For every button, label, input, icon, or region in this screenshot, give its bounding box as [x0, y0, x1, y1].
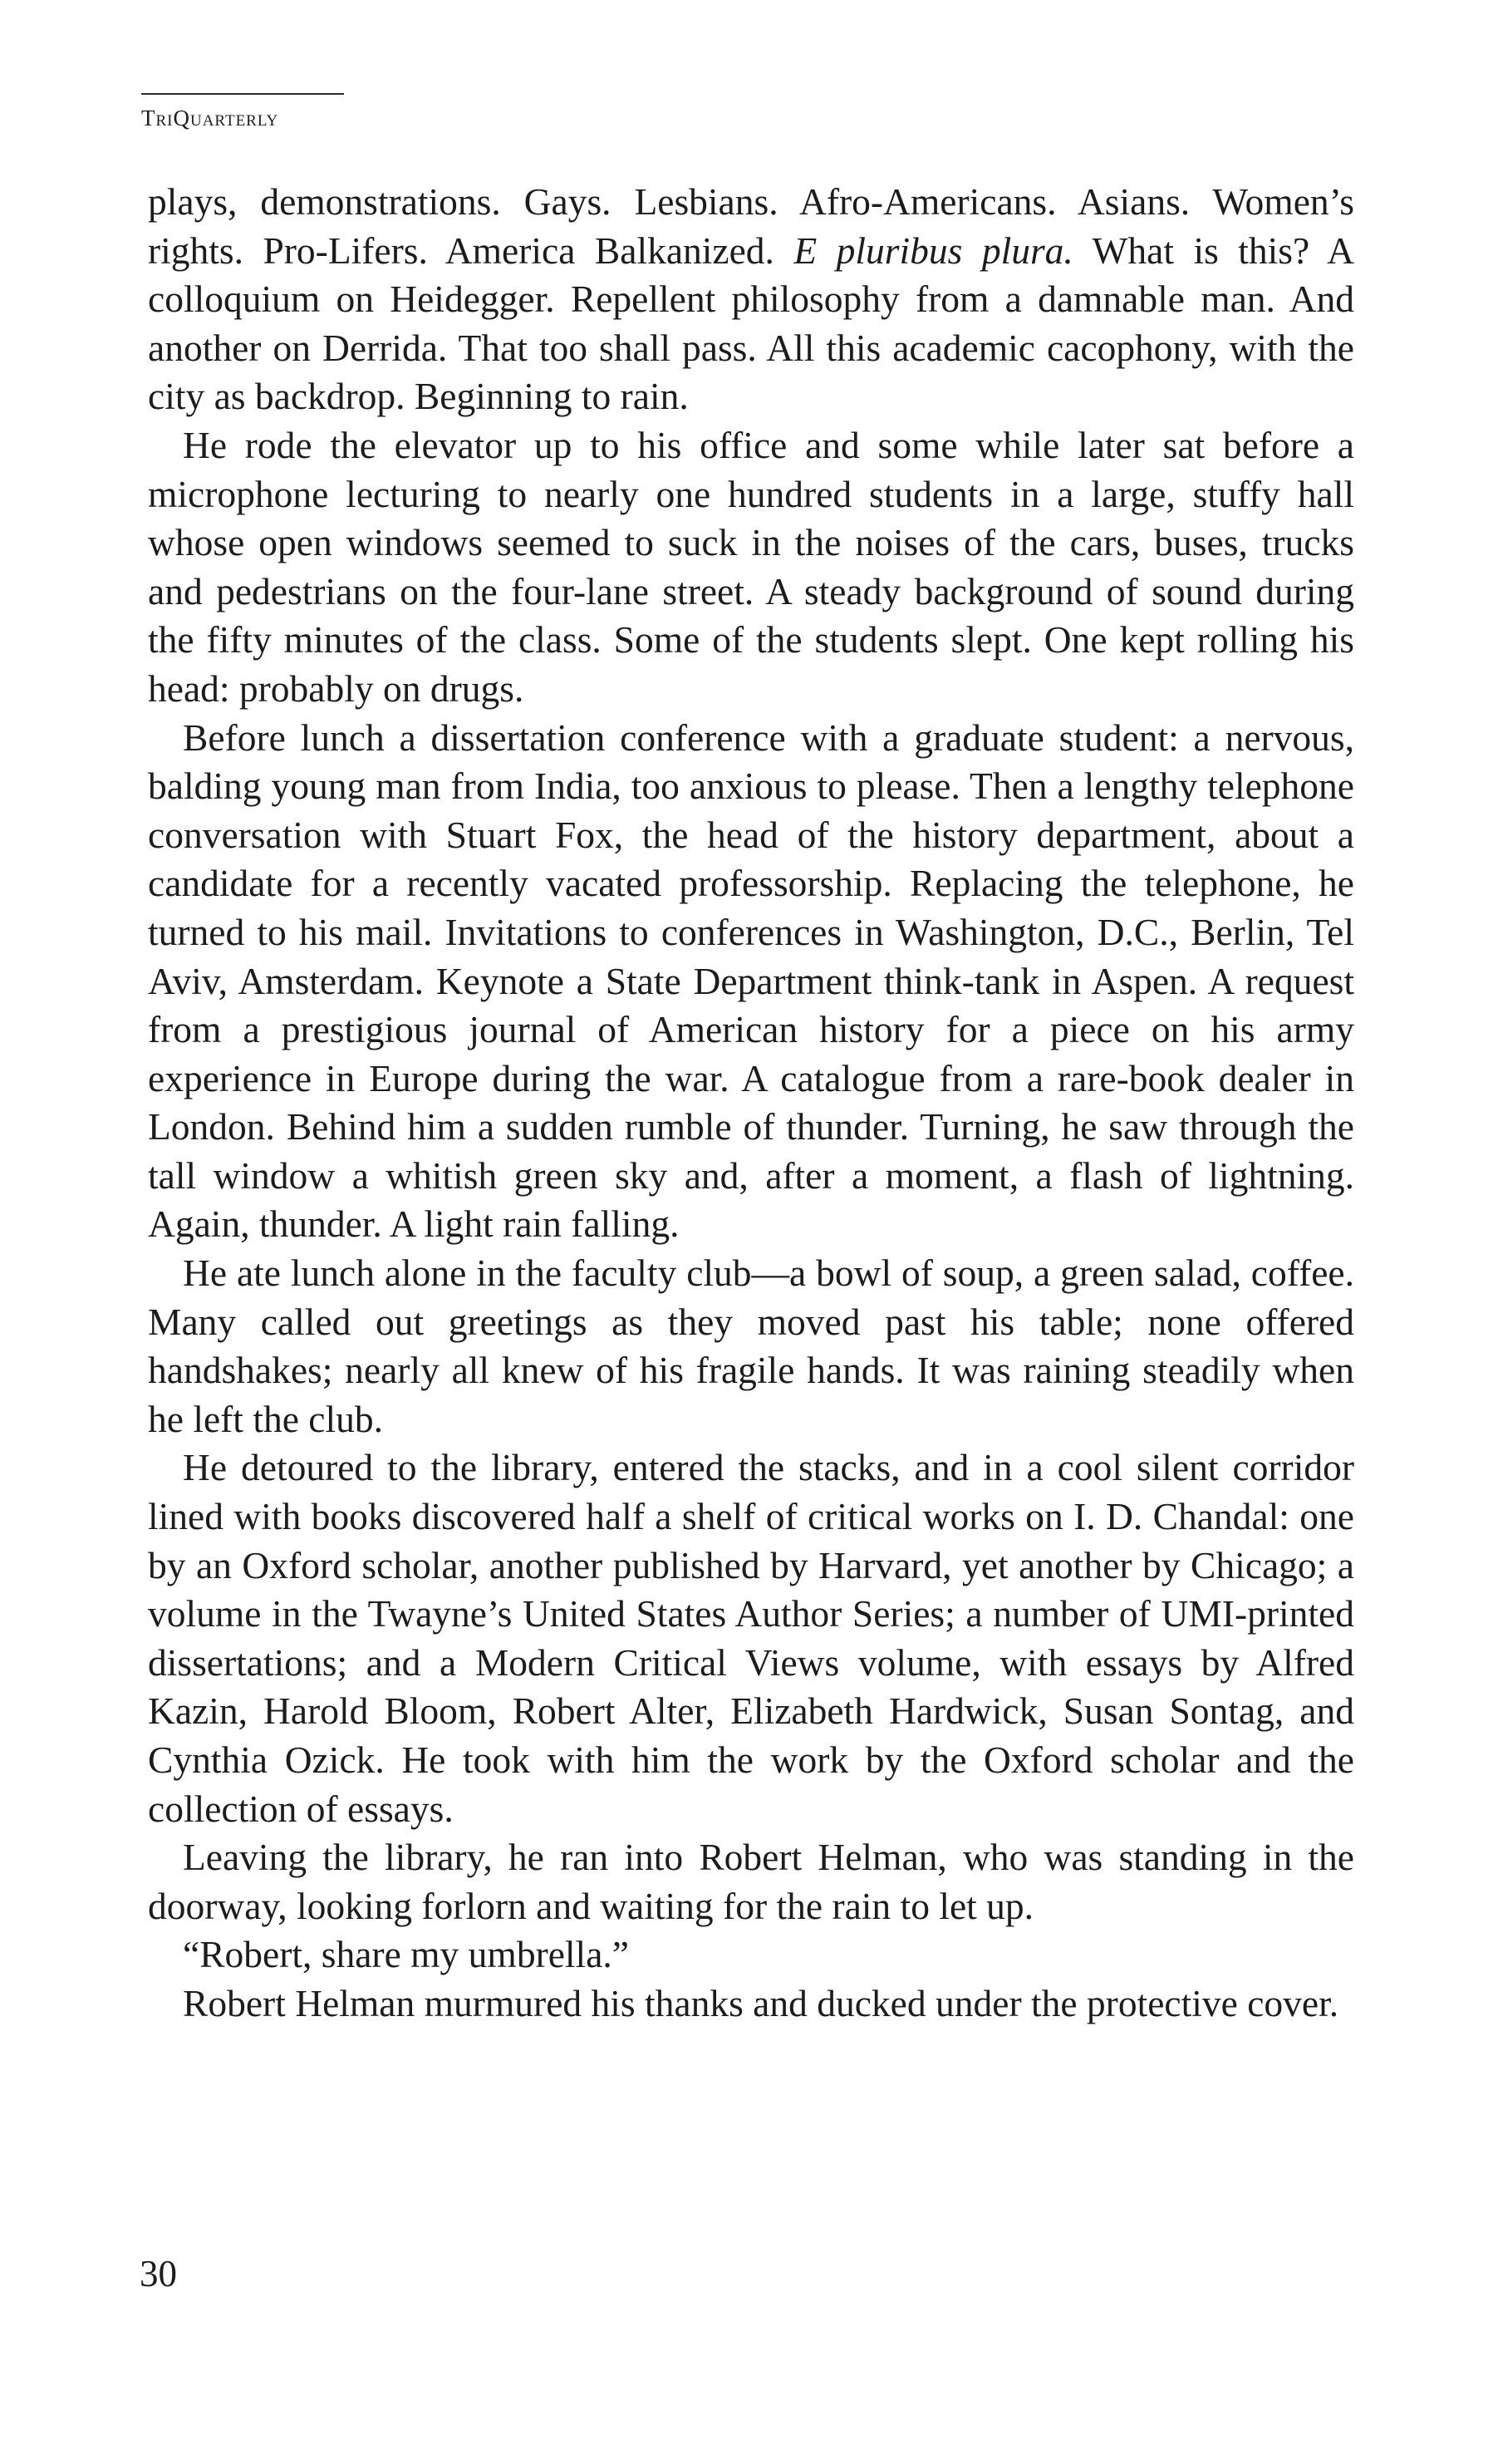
- text-run: He ate lunch alone in the faculty club—a bowl of soup, a green salad, coffee. Many called out greetings as they moved past his table; none offered handshakes; nearly all knew of his fragile hands. It was raining steadily when he left the club.: [148, 1252, 1354, 1440]
- text-run: plays, demonstrations. Gays. Lesbians. Afro-Americans. Asians. Women’s rights. Pro-Lifers. America Balkanized.: [148, 180, 1354, 272]
- paragraph: [148, 1249, 1354, 1443]
- paragraph: [148, 1443, 1354, 1833]
- text-run: Before lunch a dissertation conference with a graduate student: a nervous, balding young man from India, too anxious to please. Then a lengthy telephone conversation with Stuart Fox, the head of the history department, about a candidate for a recently vacated professorship. Replacing the telephone, he turned to his mail. Invitations to conferences in Washington, D.C., Berlin, Tel Aviv, Amsterdam. Keynote a State Department think-tank in Aspen. A request from a prestigious journal of American history for a piece on his army experience in Europe during the war. A catalogue from a rare-book dealer in London. Behind him a sudden rumble of thunder. Turning, he saw through the tall window a whitish green sky and, after a moment, a flash of lightning. Again, thunder. A light rain falling.: [148, 716, 1354, 1246]
- paragraph: [148, 714, 1354, 1250]
- italic-phrase: E pluribus plura.: [793, 229, 1073, 272]
- header-rule: [141, 93, 344, 95]
- text-run: He rode the elevator up to his office and some while later sat before a microphone lecturing to nearly one hundred students in a large, stuffy hall whose open windows seemed to suck in the noises of the cars, buses, trucks and pedestrians on the four-lane street. A steady background of sound during the fifty minutes of the class. Some of the students slept. One kept rolling his head: probably on drugs.: [148, 423, 1354, 710]
- paragraph: [148, 1833, 1354, 1930]
- paragraph: [148, 421, 1354, 714]
- text-run: What is this? A colloquium on Heidegger. Repellent philosophy from a damnable man. And another on Derrida. That too shall pass. All this academic cacophony, with the city as backdrop. Beginning to rain.: [148, 229, 1355, 418]
- text-run: Leaving the library, he ran into Robert Helman, who was standing in the doorway, looking forlorn and waiting for the rain to let up.: [148, 1836, 1354, 1927]
- paragraph: [148, 1930, 1354, 1980]
- text-run: Robert Helman murmured his thanks and ducked under the protective cover.: [183, 1981, 1339, 2024]
- body-text: [148, 178, 1354, 2029]
- text-run: He detoured to the library, entered the stacks, and in a cool silent corridor lined with books discovered half a shelf of critical works on I. D. Chandal: one by an Oxford scholar, another published by Harvard, yet another by Chicago; a volume in the Twayne’s United States Author Series; a number of UMI-printed dissertations; and a Modern Critical Views volume, with essays by Alfred Kazin, Harold Bloom, Robert Alter, Elizabeth Hardwick, Susan Sontag, and Cynthia Ozick. He took with him the work by the Oxford scholar and the collection of essays.: [148, 1446, 1354, 1830]
- paragraph: [148, 178, 1354, 421]
- paragraph: [148, 1980, 1354, 2029]
- running-head: [141, 93, 349, 131]
- page-number: 30: [140, 2253, 177, 2294]
- running-title: TriQuarterly: [141, 106, 279, 130]
- text-run: “Robert, share my umbrella.”: [183, 1933, 629, 1976]
